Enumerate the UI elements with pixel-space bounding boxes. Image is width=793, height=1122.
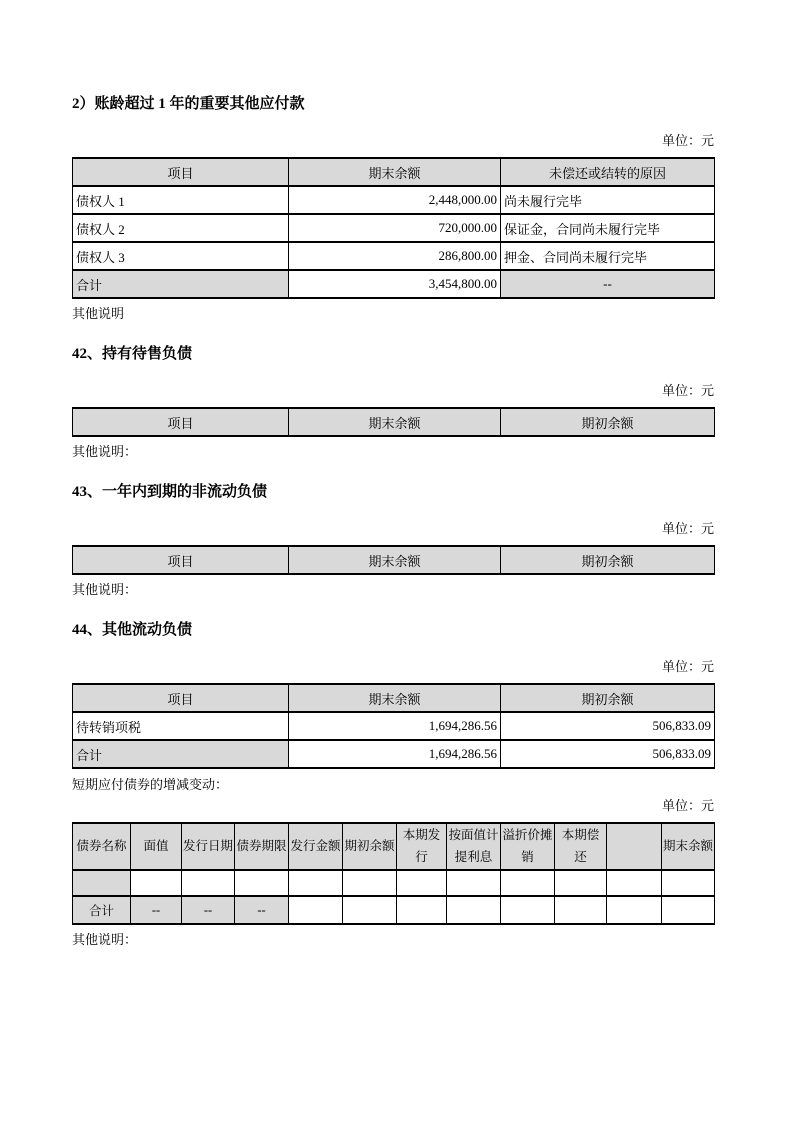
cell-total-dash: -- [235,896,289,924]
empty-cell [607,896,662,924]
table-row [73,186,715,214]
cell-creditor-3-amount: 286,800.00 [289,242,501,270]
col-header-interest-at-face: 按面值计提利息 [447,823,501,870]
col-header-beginning-balance: 期初余额 [501,546,715,574]
empty-cell [501,870,555,896]
section-title-aging-payables: 2）账龄超过 1 年的重要其他应付款 [72,96,305,112]
table-total-row [73,896,715,924]
col-header-current-repayment: 本期偿还 [555,823,607,870]
cell-creditor-3: 债权人 3 [73,242,289,270]
table-row [73,242,715,270]
empty-cell [447,870,501,896]
table-row [73,712,715,740]
col-header-ending-balance: 期末余额 [289,546,501,574]
unit-label: 单位：元 [661,659,714,674]
table-header-row [73,408,715,436]
col-header-beginning-balance: 期初余额 [501,408,715,436]
empty-cell [131,870,182,896]
empty-cell [607,870,662,896]
empty-cell [182,870,235,896]
col-header-reason: 未偿还或结转的原因 [501,158,715,186]
held-for-sale-table [72,407,715,437]
cell-total-label: 合计 [73,740,289,768]
bond-table [72,822,715,925]
cell-total-label: 合计 [73,270,289,298]
cell-output-tax-ending: 1,694,286.56 [289,712,501,740]
col-header-bond-name: 债券名称 [73,823,131,870]
empty-cell [555,896,607,924]
col-header-issue-date: 发行日期 [182,823,235,870]
empty-cell [289,870,343,896]
unit-label: 单位：元 [661,383,714,398]
col-header-bond-term: 债券期限 [235,823,289,870]
empty-cell [343,870,397,896]
unit-label: 单位：元 [661,521,714,536]
col-header-face-value: 面值 [131,823,182,870]
cell-creditor-2-amount: 720,000.00 [289,214,501,242]
col-header-issue-amount: 发行金额 [289,823,343,870]
other-note: 其他说明： [72,932,138,947]
table-empty-row [73,870,715,896]
empty-cell [235,870,289,896]
col-header-ending-balance: 期末余额 [289,408,501,436]
col-header-blank [607,823,662,870]
empty-cell [343,896,397,924]
other-current-liabilities-table [72,683,715,769]
empty-cell [397,870,447,896]
col-header-premium-amortization: 溢折价摊销 [501,823,555,870]
section-title-held-for-sale: 42、持有待售负债 [72,346,193,362]
other-note: 其他说明： [72,444,138,459]
cell-total-dash: -- [131,896,182,924]
cell-creditor-1: 债权人 1 [73,186,289,214]
cell-creditor-2: 债权人 2 [73,214,289,242]
other-note: 其他说明 [72,306,125,321]
table-total-row [73,270,715,298]
empty-cell [662,896,715,924]
col-header-beginning-balance: 期初余额 [343,823,397,870]
col-header-ending-balance: 期末余额 [289,158,501,186]
empty-cell [397,896,447,924]
table-header-row [73,684,715,712]
cell-creditor-2-reason: 保证金，合同尚未履行完毕 [501,214,715,242]
cell-total-reason: -- [501,270,715,298]
col-header-item: 项目 [73,408,289,436]
empty-cell [447,896,501,924]
table-header-row [73,546,715,574]
col-header-current-issue: 本期发行 [397,823,447,870]
col-header-beginning-balance: 期初余额 [501,684,715,712]
table-total-row [73,740,715,768]
cell-creditor-1-reason: 尚未履行完毕 [501,186,715,214]
col-header-item: 项目 [73,684,289,712]
noncurrent-due-table [72,545,715,575]
col-header-ending-balance: 期末余额 [662,823,715,870]
cell-total-amount: 3,454,800.00 [289,270,501,298]
cell-output-tax-beginning: 506,833.09 [501,712,715,740]
aging-payables-table [72,157,715,299]
empty-cell [501,896,555,924]
empty-cell [289,896,343,924]
table-header-row [73,158,715,186]
unit-label: 单位：元 [661,798,714,813]
section-title-other-current: 44、其他流动负债 [72,622,193,638]
col-header-item: 项目 [73,158,289,186]
table-row [73,214,715,242]
col-header-ending-balance: 期末余额 [289,684,501,712]
table-header-row [73,823,715,870]
section-title-noncurrent-due: 43、一年内到期的非流动负债 [72,484,268,500]
unit-label: 单位：元 [661,133,714,148]
cell-creditor-1-amount: 2,448,000.00 [289,186,501,214]
cell-creditor-3-reason: 押金、合同尚未履行完毕 [501,242,715,270]
cell-total-label: 合计 [73,896,131,924]
cell-total-ending: 1,694,286.56 [289,740,501,768]
cell-total-beginning: 506,833.09 [501,740,715,768]
cell-total-dash: -- [182,896,235,924]
other-note: 其他说明： [72,582,138,597]
col-header-item: 项目 [73,546,289,574]
bond-movement-caption: 短期应付债券的增减变动： [72,777,229,792]
empty-cell [73,870,131,896]
empty-cell [555,870,607,896]
empty-cell [662,870,715,896]
cell-output-tax: 待转销项税 [73,712,289,740]
